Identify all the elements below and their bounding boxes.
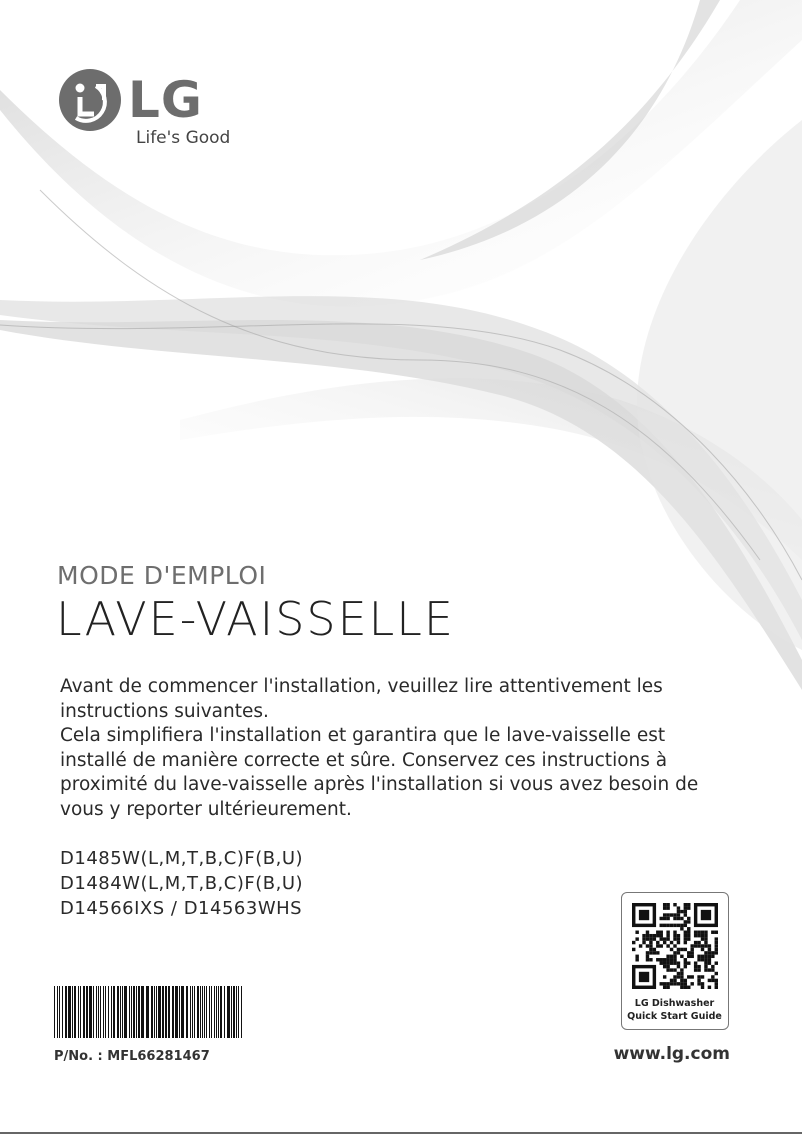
model-list xyxy=(60,846,303,921)
qr-caption-line: LG Dishwasher xyxy=(634,998,715,1009)
lg-logo xyxy=(58,68,248,158)
model-item: D1484W(L,M,T,B,C)F(B,U) xyxy=(60,873,304,894)
brand-tagline: Life's Good xyxy=(136,128,231,148)
document-title: LAVE-VAISSELLE xyxy=(56,592,455,646)
qr-code-card[interactable] xyxy=(621,892,729,1030)
part-number: P/No. : MFL66281467 xyxy=(54,1049,210,1064)
qr-caption xyxy=(622,997,727,1023)
website-link[interactable]: www.lg.com xyxy=(613,1044,730,1064)
intro-paragraph-1: Avant de commencer l'installation, veuillez lire attentivement les instructions suivantes. xyxy=(60,676,663,722)
qr-code-icon xyxy=(632,903,718,989)
qr-caption-line: Quick Start Guide xyxy=(627,1011,722,1022)
barcode-icon xyxy=(54,986,244,1038)
bottom-divider xyxy=(0,1132,802,1134)
document-subtitle: MODE D'EMPLOI xyxy=(57,561,267,590)
intro-text xyxy=(60,675,720,822)
model-item: D1485W(L,M,T,B,C)F(B,U) xyxy=(60,848,304,869)
lg-face-logo-icon xyxy=(58,68,122,132)
lg-wordmark: LG xyxy=(128,71,203,129)
model-item: D14566IXS / D14563WHS xyxy=(60,898,303,919)
intro-paragraph-2: Cela simplifiera l'installation et garantira que le lave-vaisselle est installé de manière correcte et sûre. Conservez ces instructions à proximité du lave-vaisselle après l'installation si vous avez besoin de vous y reporter ultérieurement. xyxy=(60,725,699,820)
